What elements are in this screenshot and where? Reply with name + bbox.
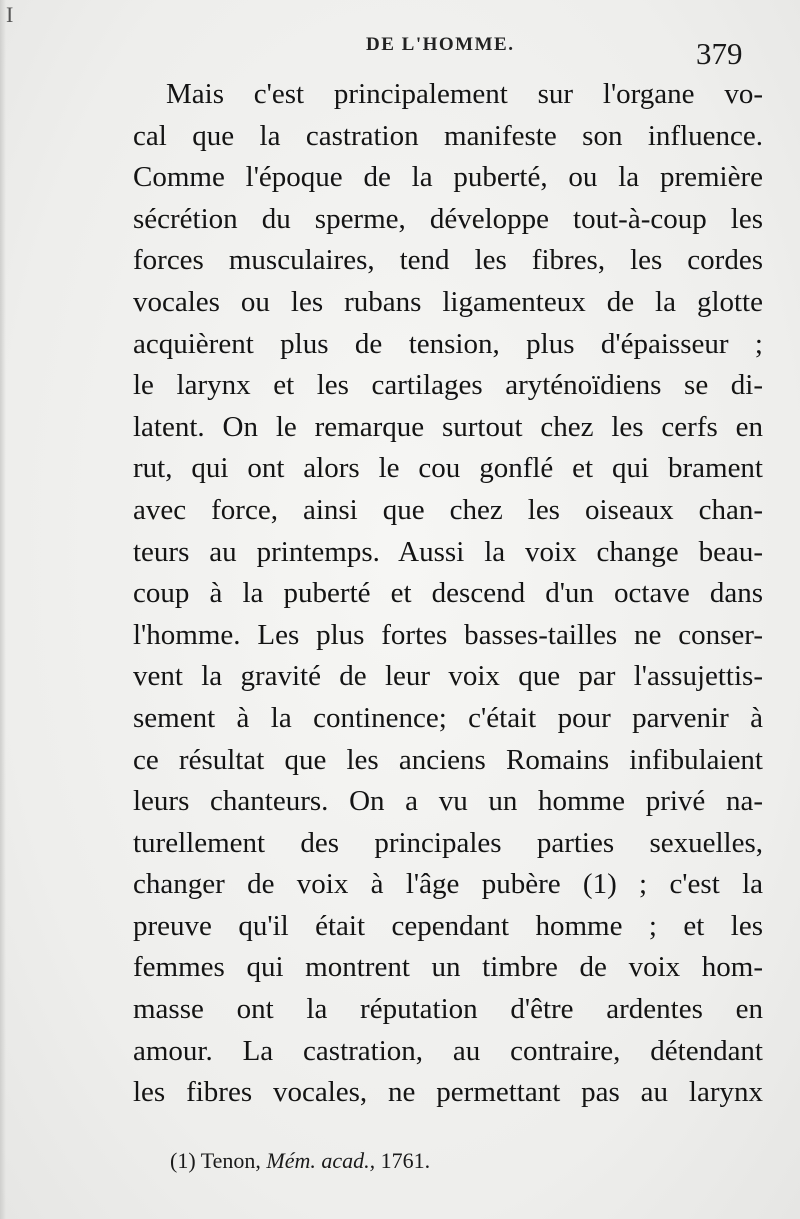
text-line: femmes qui montrent un timbre de voix hom- [133, 951, 763, 984]
text-line: vocales ou les rubans ligamenteux de la glotte [133, 285, 763, 318]
text-line: avec force, ainsi que chez les oiseaux chan- [133, 493, 763, 526]
text-line: amour. La castration, au contraire, détendant [133, 1034, 763, 1067]
page-gutter-shadow [0, 0, 6, 1219]
text-line: preuve qu'il était cependant homme ; et les [133, 909, 763, 942]
text-line: Comme l'époque de la puberté, ou la première [133, 161, 763, 194]
text-line: ce résultat que les anciens Romains infibulaient [133, 743, 763, 776]
text-line: rut, qui ont alors le cou gonflé et qui brament [133, 452, 763, 485]
text-line: cal que la castration manifeste son influence. [133, 119, 763, 152]
text-line: le larynx et les cartilages aryténoïdiens se di- [133, 369, 763, 402]
text-line: teurs au printemps. Aussi la voix change beau- [133, 535, 763, 568]
edge-mark: I [6, 2, 14, 27]
text-line: Mais c'est principalement sur l'organe vo- [166, 78, 763, 110]
text-line: l'homme. Les plus fortes basses-tailles ne conser- [133, 618, 763, 651]
body-text [133, 74, 763, 1114]
running-head: DE L'HOMME. [366, 34, 515, 55]
text-line: sécrétion du sperme, développe tout-à-coup les [133, 202, 763, 235]
footnote-marker: (1) Tenon, [170, 1148, 261, 1173]
text-line: coup à la puberté et descend d'un octave dans [133, 577, 763, 610]
text-line: masse ont la réputation d'être ardentes en [133, 993, 763, 1026]
text-line: sement à la continence; c'était pour parvenir à [133, 701, 763, 734]
text-line: latent. On le remarque surtout chez les cerfs en [133, 410, 763, 443]
text-line: forces musculaires, tend les fibres, les cordes [133, 244, 763, 277]
footnote [170, 1148, 430, 1174]
footnote-tail: 1761. [380, 1148, 431, 1173]
text-line: leurs chanteurs. On a vu un homme privé na- [133, 785, 763, 818]
text-line: acquièrent plus de tension, plus d'épaisseur ; [133, 327, 763, 360]
text-line: changer de voix à l'âge pubère (1) ; c'est la [133, 868, 763, 901]
text-line: vent la gravité de leur voix que par l'assujettis- [133, 660, 763, 693]
text-line: les fibres vocales, ne permettant pas au larynx [133, 1076, 763, 1109]
text-line: turellement des principales parties sexuelles, [133, 826, 763, 859]
footnote-italic: Mém. acad., [266, 1148, 376, 1173]
page-number: 379 [696, 36, 743, 71]
